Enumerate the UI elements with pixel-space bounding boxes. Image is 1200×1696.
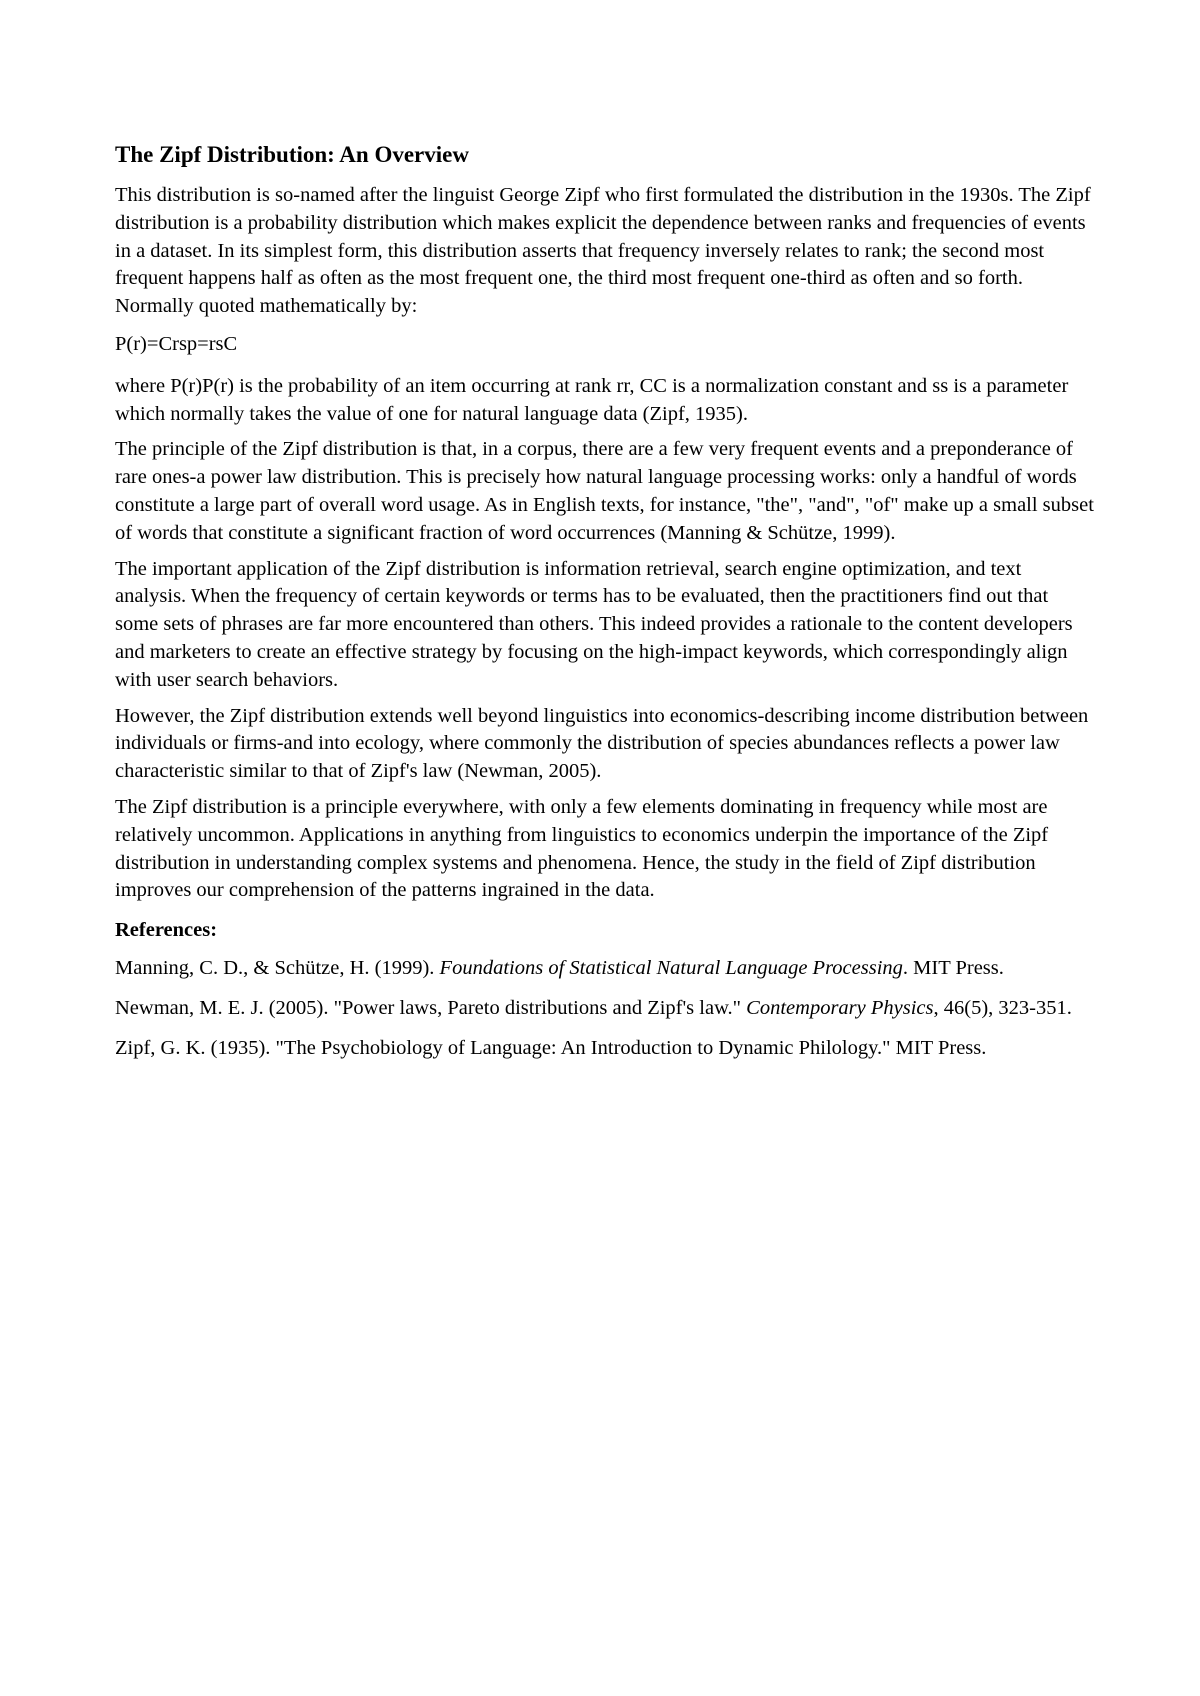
paragraph-intro: This distribution is so-named after the linguist George Zipf who first formulated the distribution in the 1930s. The Zipf distribution is a probability distribution which makes explicit the dependence between ranks and frequencies of events in a dataset. In its simplest form, this distribution asserts that frequency inversely relates to rank; the second most frequent happens half as often as the most frequent one, the third most frequent one-third as often and so forth. Normally quoted mathematically by: [115, 184, 1091, 318]
reference-title-italic: Foundations of Statistical Natural Language Processing [439, 956, 903, 979]
paragraph-applications: The important application of the Zipf distribution is information retrieval, search engine optimization, and text analysis. When the frequency of certain keywords or terms has to be evaluated, then the practitioners find out that some sets of phrases are far more encountered than others. This indeed provides a rationale to the content developers and marketers to create an effective strategy by focusing on the high-impact keywords, which correspondingly align with user search behaviors. [115, 557, 1073, 691]
paragraph-conclusion: The Zipf distribution is a principle everywhere, with only a few elements dominating in frequency while most are relatively uncommon. Applications in anything from linguistics to economics underpin the importance of the Zipf distribution in understanding complex systems and phenomena. Hence, the study in the field of Zipf distribution improves our comprehension of the patterns ingrained in the data. [115, 795, 1049, 902]
reference-text-end: . MIT Press. [902, 956, 1004, 979]
paragraph-principle: The principle of the Zipf distribution is that, in a corpus, there are a few very frequent events and a preponderance of rare ones-a power law distribution. This is precisely how natural language processing works: only a handful of words constitute a large part of overall word usage. As in English texts, for instance, "the", "and", "of" make up a small subset of words that constitute a significant fraction of word occurrences (Manning & Schütze, 1999). [115, 438, 1094, 544]
document-page [115, 140, 1095, 1074]
reference-text-end: , 46(5), 323-351. [933, 996, 1072, 1019]
paragraph-formula-explanation: where P(r)P(r) is the probability of an item occurring at rank rr, CC is a normalization constant and ss is a parameter which normally takes the value of one for natural language data (Zipf, 1935). [115, 374, 1069, 425]
reference-text: Manning, C. D., & Schütze, H. (1999). [115, 956, 440, 979]
reference-item [115, 1035, 1095, 1063]
reference-item [115, 955, 1095, 983]
document-title: The Zipf Distribution: An Overview [115, 142, 469, 167]
reference-item [115, 995, 1095, 1023]
paragraph-beyond-linguistics: However, the Zipf distribution extends well beyond linguistics into economics-describing income distribution between individuals or firms-and into ecology, where commonly the distribution of species abundances reflects a power law characteristic similar to that of Zipf's law (Newman, 2005). [115, 704, 1089, 783]
reference-title-italic: Contemporary Physics [746, 996, 934, 1019]
references-heading: References: [115, 919, 218, 942]
formula: P(r)=Crsp=rsC [115, 332, 238, 355]
reference-text: Newman, M. E. J. (2005). "Power laws, Pareto distributions and Zipf's law." [115, 996, 747, 1019]
reference-text: Zipf, G. K. (1935). "The Psychobiology of Language: An Introduction to Dynamic Philology." MIT Press. [115, 1036, 987, 1059]
